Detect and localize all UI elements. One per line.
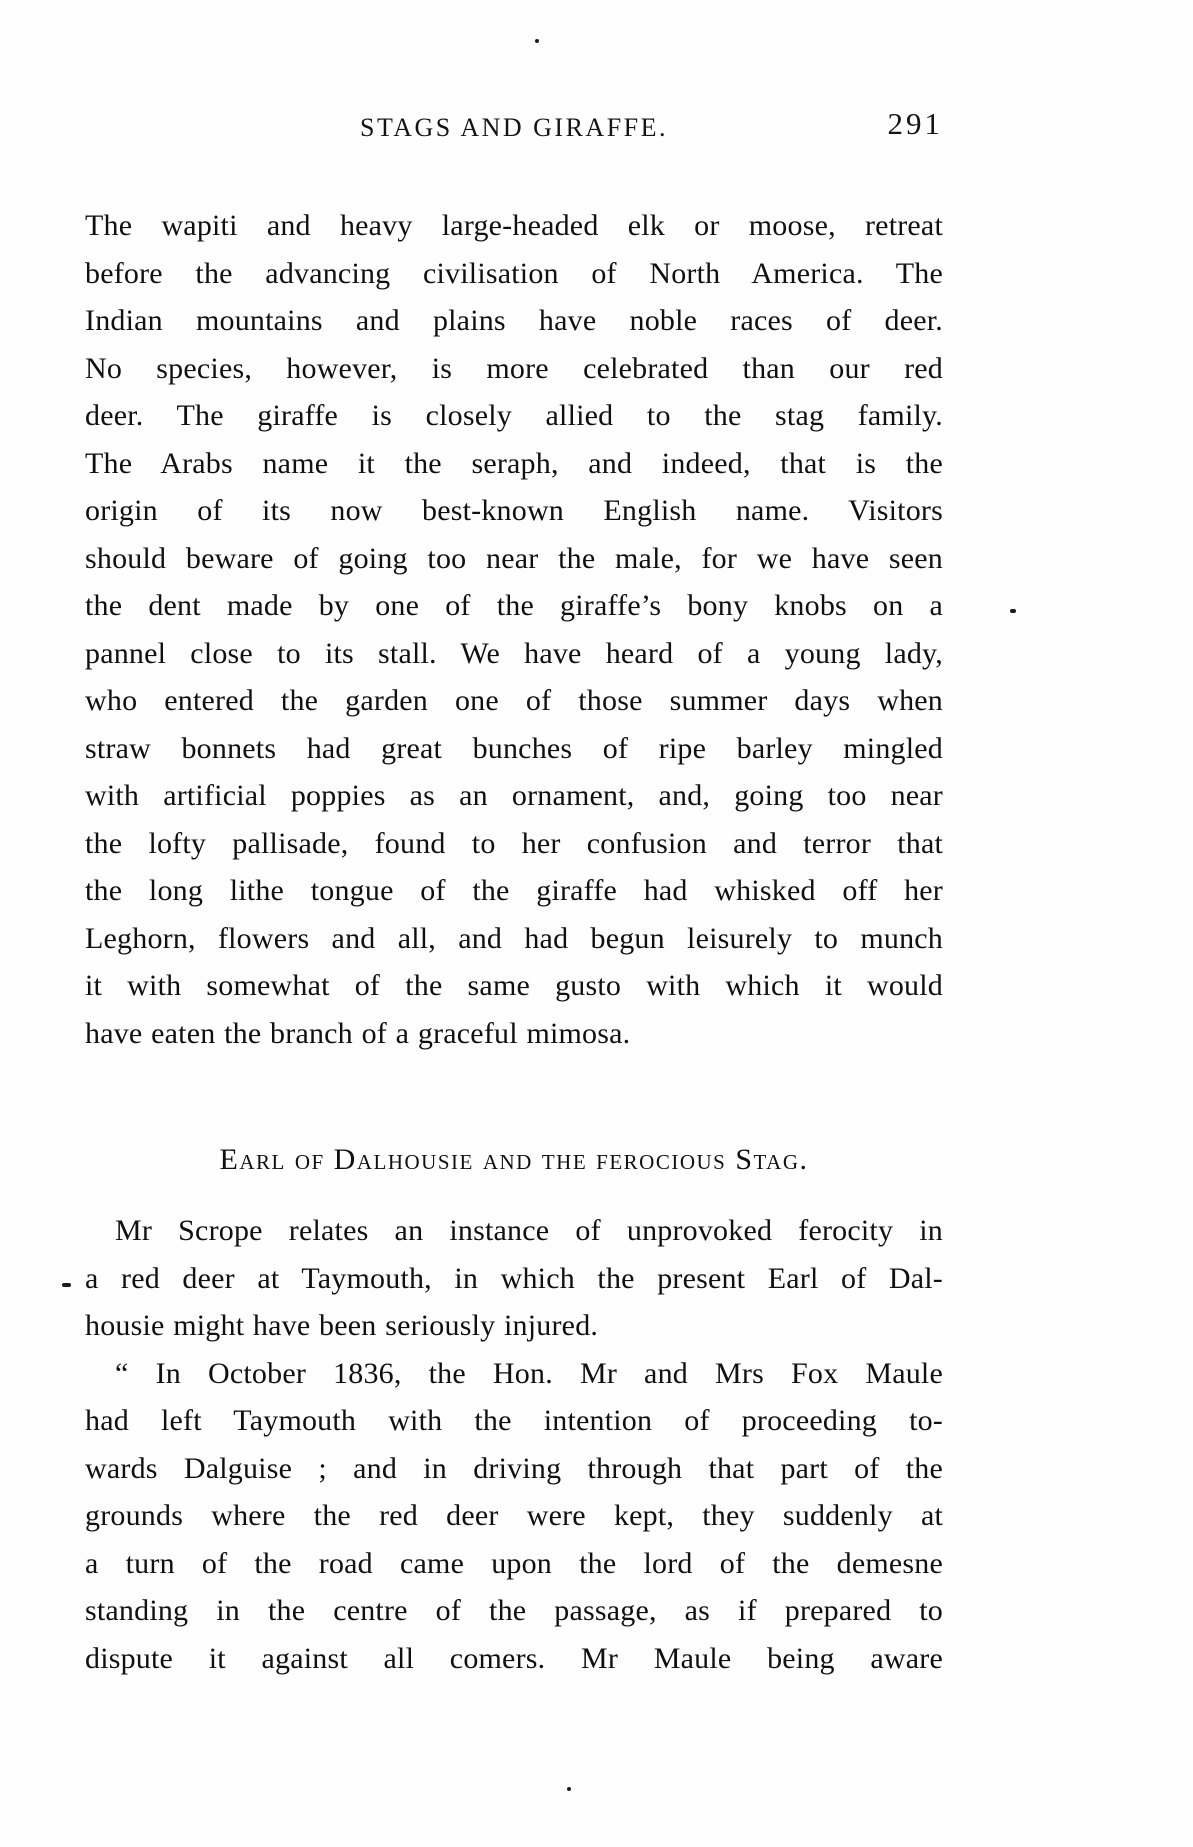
text-line: a red deer at Taymouth, in which the present Earl of Dal- (85, 1261, 943, 1295)
text-line: the long lithe tongue of the giraffe had whisked off her (85, 874, 943, 907)
text-line: who entered the garden one of those summer days when (85, 684, 943, 717)
running-title: STAGS AND GIRAFFE. (359, 113, 669, 142)
scan-artifact-dot (567, 1787, 571, 1791)
text-line: housie might have been seriously injured. (85, 1309, 599, 1342)
text-line: deer. The giraffe is closely allied to the stag family. (85, 399, 943, 432)
scan-artifact-dot (535, 39, 539, 43)
text-line: the dent made by one of the giraffe’s bony knobs on a (85, 589, 943, 622)
text-line: it with somewhat of the same gusto with which it would (85, 969, 943, 1002)
page-number: 291 (887, 106, 943, 141)
text-line: straw bonnets had great bunches of ripe barley mingled (85, 731, 943, 765)
text-line: have eaten the branch of a graceful mimosa. (85, 1016, 631, 1050)
text-line: a turn of the road came upon the lord of the demesne (85, 1546, 943, 1580)
text-line: pannel close to its stall. We have heard of a young lady, (85, 636, 943, 670)
text-line: should beware of going too near the male, for we have seen (85, 541, 943, 575)
text-line: The wapiti and heavy large-headed elk or moose, retreat (85, 209, 943, 242)
text-line: wards Dalguise ; and in driving through that part of the (85, 1451, 943, 1485)
running-header (85, 106, 943, 144)
section-heading: Earl of Dalhousie and the ferocious Stag. (219, 1143, 809, 1176)
text-line: origin of its now best-known English name. Visitors (85, 494, 943, 527)
text-line: the lofty pallisade, found to her confusion and terror that (85, 826, 943, 860)
scan-artifact-dot (1010, 609, 1016, 613)
paragraph-scrope (85, 1207, 943, 1350)
text-line: Indian mountains and plains have noble races of deer. (85, 304, 943, 337)
text-block (85, 106, 943, 1682)
text-line: grounds where the red deer were kept, they suddenly at (85, 1499, 943, 1532)
text-line: No species, however, is more celebrated than our red (85, 351, 943, 385)
text-line: The Arabs name it the seraph, and indeed, that is the (85, 446, 943, 480)
text-line: had left Taymouth with the intention of proceeding to- (85, 1404, 943, 1437)
paragraph-wapiti-giraffe (85, 202, 943, 1057)
text-line: standing in the centre of the passage, as if prepared to (85, 1594, 943, 1627)
scan-artifact-dash (62, 1283, 71, 1287)
text-line: dispute it against all comers. Mr Maule being aware (85, 1641, 943, 1675)
text-line: Leghorn, flowers and all, and had begun leisurely to munch (85, 921, 943, 955)
text-line: Mr Scrope relates an instance of unprovoked ferocity in (115, 1214, 943, 1247)
text-line: with artificial poppies as an ornament, and, going too near (85, 779, 943, 812)
text-line: “ In October 1836, the Hon. Mr and Mrs Fox Maule (115, 1356, 943, 1390)
paragraph-october-1836 (85, 1350, 943, 1683)
text-line: before the advancing civilisation of North America. The (85, 256, 943, 290)
